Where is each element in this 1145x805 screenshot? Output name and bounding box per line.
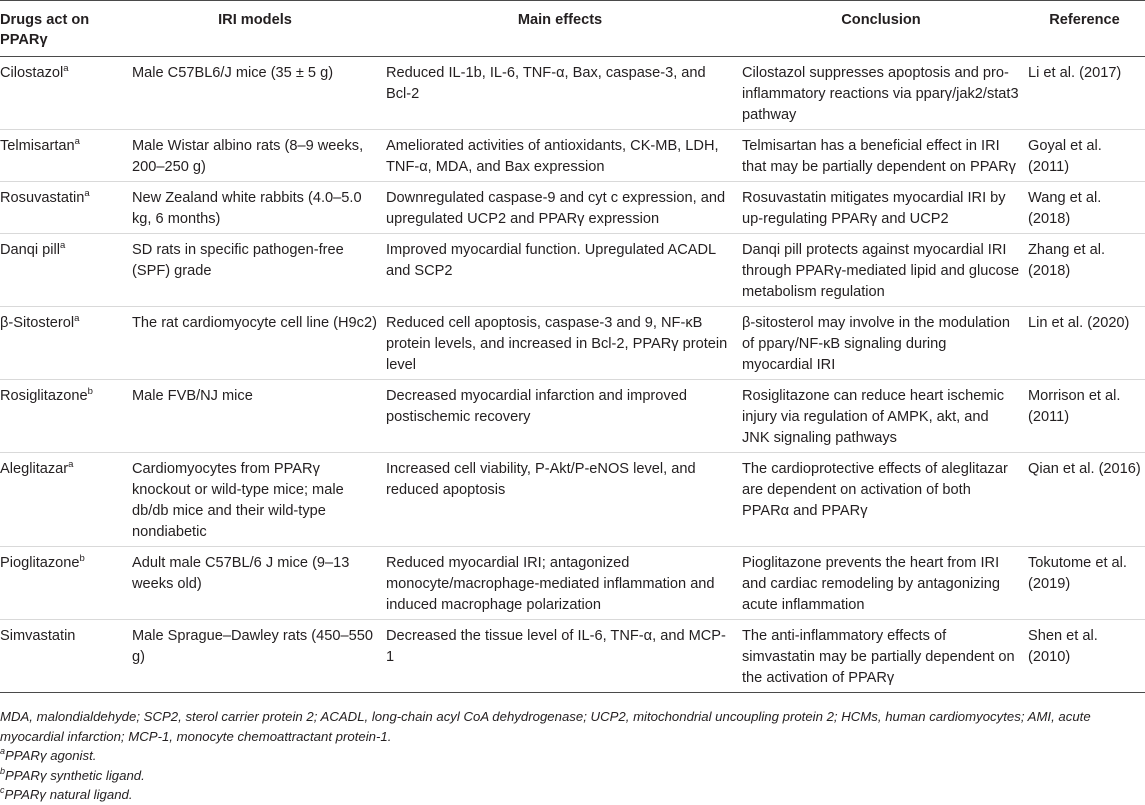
cell-drug: [0, 547, 128, 620]
footnote-text: PPARγ natural ligand.: [4, 787, 133, 802]
cell-iri-model: The rat cardiomyocyte cell line (H9c2): [132, 315, 377, 331]
drug-footnote-mark: a: [60, 240, 66, 251]
cell-iri-model: Male C57BL6/J mice (35 ± 5 g): [132, 65, 334, 81]
cell-iri-model: Male Sprague–Dawley rats (450–550 g): [132, 628, 373, 665]
cell-iri-model: Cardiomyocytes from PPARγ knockout or wild-type mice; male db/db mice and their wild-type nondiabetic: [132, 461, 344, 540]
table-row: [0, 307, 1145, 380]
footnote: [0, 785, 1145, 805]
table-row: [0, 130, 1145, 182]
cell-reference: Lin et al. (2020): [1028, 315, 1130, 331]
header-reference: Reference: [1049, 12, 1120, 28]
footnote-text: PPARγ synthetic ligand.: [5, 767, 145, 783]
cell-conclusion: Danqi pill protects against myocardial IRI through PPARγ-mediated lipid and glucose metabolism regulation: [742, 242, 1020, 300]
drug-name: Rosiglitazone: [0, 388, 88, 404]
drug-name: Pioglitazone: [0, 555, 80, 571]
cell-iri-model: Adult male C57BL/6 J mice (9–13 weeks old): [132, 555, 350, 592]
cell-main-effects: Decreased myocardial infarction and improved postischemic recovery: [386, 388, 687, 425]
cell-conclusion: β-sitosterol may involve in the modulation of pparγ/NF-κB signaling during myocardial IRI: [742, 315, 1010, 373]
drug-name: Telmisartan: [0, 138, 75, 154]
footnote: [0, 746, 1145, 766]
drug-name: β-Sitosterol: [0, 315, 75, 331]
drug-footnote-mark: b: [87, 386, 93, 397]
table-row: [0, 620, 1145, 693]
cell-conclusion: Pioglitazone prevents the heart from IRI and cardiac remodeling by antagonizing acute inflammation: [742, 555, 1000, 613]
cell-drug: [0, 453, 128, 547]
footnote: [0, 766, 1145, 786]
cell-main-effects: Decreased the tissue level of IL-6, TNF-α, and MCP-1: [386, 628, 726, 665]
header-iri-models: IRI models: [218, 12, 292, 28]
drug-footnote-mark: b: [79, 553, 85, 564]
cell-main-effects: Ameliorated activities of antioxidants, CK-MB, LDH, TNF-α, MDA, and Bax expression: [386, 138, 719, 175]
drug-name: Rosuvastatin: [0, 190, 85, 206]
cell-conclusion: The anti-inflammatory effects of simvastatin may be partially dependent on the activation of PPARγ: [742, 628, 1015, 686]
table-body: [0, 57, 1145, 693]
footnote-text: PPARγ agonist.: [5, 748, 97, 763]
cell-main-effects: Reduced myocardial IRI; antagonized monocyte/macrophage-mediated inflammation and induced macrophage polarization: [386, 555, 715, 613]
cell-reference: Goyal et al. (2011): [1028, 138, 1102, 175]
cell-drug: [0, 307, 128, 380]
footnote-mark: c: [0, 785, 5, 795]
cell-conclusion: Rosiglitazone can reduce heart ischemic injury via regulation of AMPK, akt, and JNK signaling pathways: [742, 388, 1005, 446]
drug-footnote-mark: a: [68, 459, 74, 470]
cell-drug: [0, 130, 128, 182]
cell-iri-model: Male FVB/NJ mice: [132, 388, 253, 404]
table-row: [0, 57, 1145, 130]
cell-reference: Li et al. (2017): [1028, 65, 1122, 81]
drug-footnote-mark: a: [74, 136, 80, 147]
cell-drug: [0, 620, 128, 693]
table-row: [0, 182, 1145, 234]
cell-reference: Wang et al. (2018): [1028, 190, 1102, 227]
drug-name: Aleglitazar: [0, 461, 69, 477]
cell-conclusion: Cilostazol suppresses apoptosis and pro-inflammatory reactions via pparγ/jak2/stat3 pathway: [742, 65, 1019, 123]
cell-reference: Shen et al. (2010): [1028, 628, 1098, 665]
drug-name: Simvastatin: [0, 628, 76, 644]
cell-main-effects: Downregulated caspase-9 and cyt c expression, and upregulated UCP2 and PPARγ expression: [386, 190, 726, 227]
table-row: [0, 453, 1145, 547]
footnote-mark: a: [0, 746, 6, 756]
cell-main-effects: Increased cell viability, P-Akt/P-eNOS level, and reduced apoptosis: [386, 461, 696, 498]
footnote-mark: b: [0, 765, 6, 776]
table-row: [0, 234, 1145, 307]
cell-reference: Morrison et al. (2011): [1028, 388, 1121, 425]
cell-iri-model: Male Wistar albino rats (8–9 weeks, 200–250 g): [132, 138, 364, 175]
cell-main-effects: Improved myocardial function. Upregulated ACADL and SCP2: [386, 242, 716, 279]
drug-name: Danqi pill: [0, 242, 61, 258]
footnotes: [0, 746, 1145, 805]
cell-conclusion: Telmisartan has a beneficial effect in IRI that may be partially dependent on PPARγ: [742, 138, 1016, 175]
cell-drug: [0, 234, 128, 307]
cell-drug: [0, 380, 128, 453]
cell-main-effects: Reduced cell apoptosis, caspase-3 and 9, NF-κB protein levels, and increased in Bcl-2, PPARγ protein level: [386, 315, 728, 373]
abbreviations-note: MDA, malondialdehyde; SCP2, sterol carrier protein 2; ACADL, long-chain acyl CoA dehydrogenase; UCP2, mitochondrial uncoupling protein 2; HCMs, human cardiomyocytes; AMI, acute myocardial infarction; MCP-1, monocyte chemoattractant protein-1.: [0, 709, 1091, 744]
cell-drug: [0, 182, 128, 234]
table-notes: [0, 707, 1145, 805]
table-row: [0, 547, 1145, 620]
cell-reference: Tokutome et al. (2019): [1028, 555, 1127, 592]
cell-iri-model: SD rats in specific pathogen-free (SPF) grade: [132, 242, 344, 279]
header-conclusion: Conclusion: [841, 12, 921, 28]
drug-name: Cilostazol: [0, 65, 64, 81]
cell-conclusion: Rosuvastatin mitigates myocardial IRI by up-regulating PPARγ and UCP2: [742, 190, 1006, 227]
drug-footnote-mark: a: [63, 63, 69, 74]
table-row: [0, 380, 1145, 453]
cell-drug: [0, 57, 128, 130]
header-drug: Drugs act on PPARγ: [0, 12, 90, 48]
cell-main-effects: Reduced IL-1b, IL-6, TNF-α, Bax, caspase-3, and Bcl-2: [386, 65, 706, 102]
drug-footnote-mark: a: [74, 313, 80, 324]
drug-footnote-mark: a: [84, 188, 90, 199]
cell-reference: Qian et al. (2016): [1028, 461, 1141, 477]
table-header-row: [0, 1, 1145, 57]
cell-conclusion: The cardioprotective effects of aleglitazar are dependent on activation of both PPARα and PPARγ: [742, 461, 1008, 519]
cell-reference: Zhang et al. (2018): [1028, 242, 1106, 279]
header-main-effects: Main effects: [517, 12, 603, 28]
cell-iri-model: New Zealand white rabbits (4.0–5.0 kg, 6 months): [132, 190, 362, 227]
